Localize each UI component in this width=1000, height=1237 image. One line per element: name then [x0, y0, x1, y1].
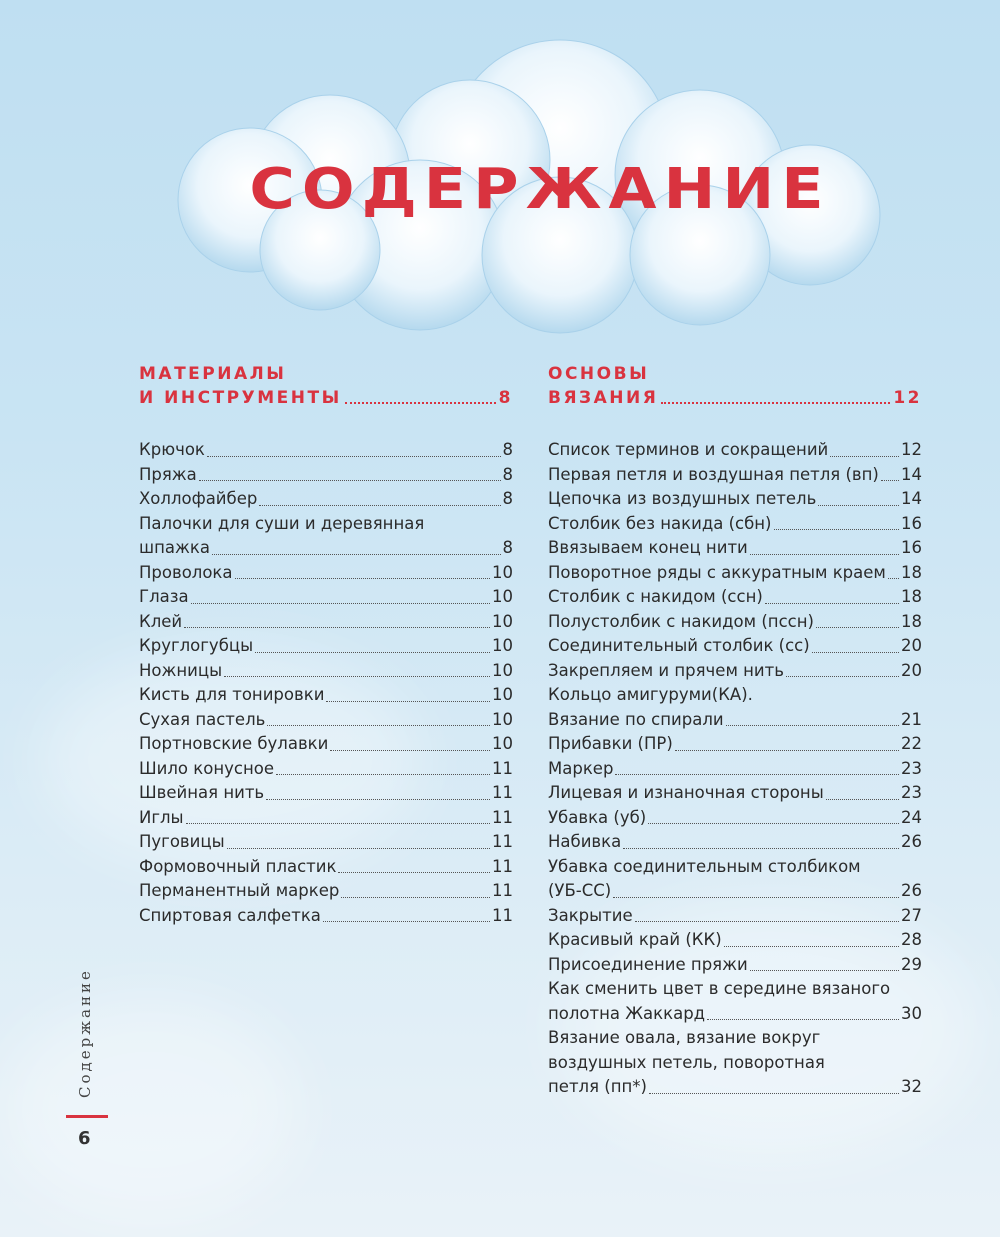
dot-leader [227, 848, 490, 849]
toc-entry-page: 20 [901, 660, 922, 680]
toc-entry-page: 11 [492, 856, 513, 876]
dot-leader [750, 970, 899, 971]
toc-entry[interactable] [139, 683, 513, 708]
toc-entry-page: 11 [492, 905, 513, 925]
toc-entry[interactable] [548, 536, 922, 561]
toc-entry-label: Набивка [548, 832, 622, 851]
dot-leader [707, 1019, 899, 1020]
dot-leader [675, 750, 899, 751]
toc-entry-page: 11 [492, 881, 513, 900]
toc-entry[interactable] [139, 512, 513, 561]
toc-entry-label: Иглы [139, 807, 184, 827]
toc-entry-page: 16 [901, 538, 922, 557]
toc-entry-page: 12 [901, 440, 922, 459]
toc-entry-label: Кольцо амигуруми(КА). [548, 685, 753, 704]
toc-entry-page: 11 [492, 832, 513, 851]
toc-entry-label: воздушных петель, поворотная [548, 1052, 825, 1072]
dot-leader [212, 554, 501, 555]
toc-entry[interactable] [548, 561, 922, 586]
toc-entry-page: 23 [901, 758, 922, 778]
dot-leader [818, 505, 899, 506]
toc-entry-page: 10 [492, 734, 513, 753]
toc-section-materials [139, 362, 513, 928]
toc-entry-page: 10 [492, 685, 513, 704]
dot-leader [184, 627, 490, 628]
dot-leader [224, 676, 490, 677]
toc-entry-label: Проволока [139, 562, 233, 582]
toc-entry[interactable] [139, 463, 513, 488]
toc-entry-page: 30 [901, 1003, 922, 1023]
toc-entry-page: 8 [502, 464, 513, 484]
toc-entry-label: Список терминов и сокращений [548, 440, 829, 459]
toc-entry-label: Маркер [548, 758, 614, 778]
toc-entry[interactable] [139, 585, 513, 610]
toc-entry-page: 23 [901, 783, 922, 802]
toc-entry[interactable] [548, 659, 922, 684]
toc-entry-label: Швейная нить [139, 783, 265, 802]
dot-leader [816, 627, 899, 628]
toc-entry[interactable] [548, 904, 922, 929]
dot-leader [649, 1093, 899, 1094]
toc-entry[interactable] [548, 830, 922, 855]
dot-leader [812, 652, 899, 653]
toc-entry[interactable] [139, 610, 513, 635]
toc-entry-label: Кисть для тонировки [139, 685, 325, 704]
section-heading [548, 362, 922, 410]
toc-entry[interactable] [548, 683, 922, 732]
toc-entry-page: 32 [901, 1077, 922, 1096]
toc-entry[interactable] [548, 1026, 922, 1100]
toc-entry-page: 10 [492, 660, 513, 680]
dot-leader [259, 505, 500, 506]
toc-entry-label: Формовочный пластик [139, 856, 337, 876]
toc-entry-page: 28 [901, 930, 922, 949]
page-number: 6 [78, 1128, 91, 1149]
toc-entry-label: Красивый край (КК) [548, 930, 722, 949]
toc-entry[interactable] [139, 634, 513, 659]
toc-entry-label: Убавка соединительным столбиком [548, 856, 861, 876]
toc-entry[interactable] [139, 781, 513, 806]
toc-list [548, 438, 922, 1100]
toc-entry-label: Перманентный маркер [139, 881, 340, 900]
dot-leader [661, 402, 890, 404]
toc-entry-label: Первая петля и воздушная петля (вп) [548, 464, 879, 484]
toc-entry-label: шпажка [139, 538, 210, 557]
dot-leader [341, 897, 490, 898]
toc-entry[interactable] [548, 953, 922, 978]
dot-leader [255, 652, 490, 653]
toc-entry-label: Ввязываем конец нити [548, 538, 748, 557]
toc-entry[interactable] [139, 708, 513, 733]
toc-entry-label: (УБ-СС) [548, 881, 612, 900]
toc-entry-page: 22 [901, 734, 922, 753]
dot-leader [881, 480, 899, 481]
toc-entry[interactable] [139, 806, 513, 831]
toc-entry[interactable] [548, 634, 922, 659]
toc-entry[interactable] [139, 438, 513, 463]
toc-entry-label: Закрытие [548, 905, 633, 925]
toc-entry-label: Сухая пастель [139, 709, 266, 729]
toc-entry[interactable] [548, 585, 922, 610]
toc-entry[interactable] [548, 438, 922, 463]
dot-leader [323, 921, 490, 922]
dot-leader [786, 676, 899, 677]
toc-section-basics [548, 362, 922, 1100]
toc-entry[interactable] [139, 904, 513, 929]
toc-entry[interactable] [548, 512, 922, 537]
section-heading-page: 12 [893, 388, 922, 408]
toc-entry-page: 26 [901, 881, 922, 900]
side-rule [66, 1115, 108, 1118]
dot-leader [826, 799, 899, 800]
section-heading-line2: ВЯЗАНИЯ [548, 388, 659, 408]
side-running-title: Содержание [76, 968, 94, 1098]
toc-entry[interactable] [139, 830, 513, 855]
dot-leader [635, 921, 899, 922]
toc-entry-label: Убавка (уб) [548, 807, 647, 827]
toc-entry-label: полотна Жаккард [548, 1003, 706, 1023]
toc-entry-page: 11 [492, 758, 513, 778]
section-heading [139, 362, 513, 410]
dot-leader [235, 578, 490, 579]
toc-entry[interactable] [548, 928, 922, 953]
toc-entry-label: Столбик с накидом (ссн) [548, 587, 763, 606]
toc-entry-label: Цепочка из воздушных петель [548, 489, 817, 508]
dot-leader [326, 701, 490, 702]
toc-entry-page: 18 [901, 611, 922, 631]
section-heading-page: 8 [498, 388, 513, 408]
toc-entry-label: Клей [139, 611, 183, 631]
toc-entry[interactable] [548, 463, 922, 488]
toc-entry-page: 18 [901, 587, 922, 606]
toc-entry-page: 8 [502, 538, 513, 557]
toc-entry-page: 20 [901, 636, 922, 655]
toc-entry-label: Вязание по спирали [548, 709, 724, 729]
dot-leader [186, 823, 490, 824]
toc-entry[interactable] [548, 732, 922, 757]
dot-leader [266, 799, 490, 800]
dot-leader [330, 750, 490, 751]
toc-entry-label: Столбик без накида (сбн) [548, 513, 772, 533]
toc-entry-label: Лицевая и изнаночная стороны [548, 783, 824, 802]
toc-entry-page: 27 [901, 905, 922, 925]
toc-entry-page: 8 [502, 489, 513, 508]
toc-entry-label: Соединительный столбик (сс) [548, 636, 810, 655]
toc-entry-page: 11 [492, 807, 513, 827]
toc-entry-page: 10 [492, 611, 513, 631]
toc-entry-label: Холлофайбер [139, 489, 258, 508]
toc-entry[interactable] [139, 732, 513, 757]
toc-entry[interactable] [548, 977, 922, 1026]
toc-entry[interactable] [548, 487, 922, 512]
section-heading-line2: И ИНСТРУМЕНТЫ [139, 388, 342, 408]
section-heading-line1: ОСНОВЫ [548, 364, 650, 384]
dot-leader [726, 725, 899, 726]
dot-leader [276, 774, 490, 775]
toc-entry-label: Пуговицы [139, 832, 225, 851]
toc-entry-label: Пряжа [139, 464, 197, 484]
toc-entry[interactable] [139, 879, 513, 904]
toc-entry-page: 11 [492, 783, 513, 802]
dot-leader [338, 872, 490, 873]
dot-leader [267, 725, 490, 726]
toc-entry-page: 16 [901, 513, 922, 533]
toc-entry-label: Шило конусное [139, 758, 274, 778]
toc-entry-label: Круглогубцы [139, 636, 254, 655]
toc-entry-label: Спиртовая салфетка [139, 905, 321, 925]
toc-entry-page: 14 [901, 489, 922, 508]
toc-entry-label: Как сменить цвет в середине вязаного [548, 979, 891, 998]
toc-entry-label: Глаза [139, 587, 189, 606]
toc-entry[interactable] [139, 855, 513, 880]
toc-entry-label: Поворотное ряды с аккуратным краем [548, 562, 886, 582]
dot-leader [345, 402, 496, 404]
dot-leader [648, 823, 899, 824]
toc-entry-label: Присоединение пряжи [548, 954, 748, 974]
toc-entry[interactable] [139, 757, 513, 782]
toc-entry-page: 10 [492, 562, 513, 582]
toc-entry-label: Палочки для суши и деревянная [139, 513, 425, 533]
dot-leader [774, 529, 900, 530]
toc-entry-label: Ножницы [139, 660, 223, 680]
toc-entry[interactable] [548, 610, 922, 635]
toc-list [139, 438, 513, 928]
toc-entry-page: 18 [901, 562, 922, 582]
toc-entry-label: Прибавки (ПР) [548, 734, 673, 753]
toc-entry-label: Портновские булавки [139, 734, 329, 753]
toc-entry-page: 10 [492, 709, 513, 729]
toc-entry-label: петля (пп*) [548, 1077, 647, 1096]
toc-entry-page: 8 [502, 440, 513, 459]
toc-entry-page: 24 [901, 807, 922, 827]
dot-leader [830, 456, 899, 457]
toc-entry-page: 26 [901, 832, 922, 851]
toc-entry[interactable] [548, 781, 922, 806]
toc-entry-page: 10 [492, 636, 513, 655]
dot-leader [615, 774, 899, 775]
toc-entry[interactable] [139, 487, 513, 512]
dot-leader [613, 897, 899, 898]
dot-leader [623, 848, 899, 849]
toc-entry-page: 10 [492, 587, 513, 606]
dot-leader [199, 480, 501, 481]
toc-entry[interactable] [548, 757, 922, 782]
toc-entry[interactable] [548, 806, 922, 831]
dot-leader [765, 603, 899, 604]
toc-entry-page: 21 [901, 709, 922, 729]
toc-entry-page: 14 [901, 464, 922, 484]
toc-entry[interactable] [139, 561, 513, 586]
dot-leader [888, 578, 899, 579]
toc-entry-label: Вязание овала, вязание вокруг [548, 1028, 821, 1047]
toc-entry-label: Крючок [139, 440, 205, 459]
toc-entry[interactable] [548, 855, 922, 904]
dot-leader [724, 946, 899, 947]
toc-entry-page: 29 [901, 954, 922, 974]
toc-entry-label: Полустолбик с накидом (пссн) [548, 611, 814, 631]
dot-leader [750, 554, 899, 555]
dot-leader [207, 456, 501, 457]
toc-entry[interactable] [139, 659, 513, 684]
page-title: СОДЕРЖАНИЕ [249, 155, 831, 222]
section-heading-line1: МАТЕРИАЛЫ [139, 364, 287, 384]
toc-entry-label: Закрепляем и прячем нить [548, 660, 784, 680]
background-haze [0, 1000, 300, 1220]
dot-leader [191, 603, 490, 604]
